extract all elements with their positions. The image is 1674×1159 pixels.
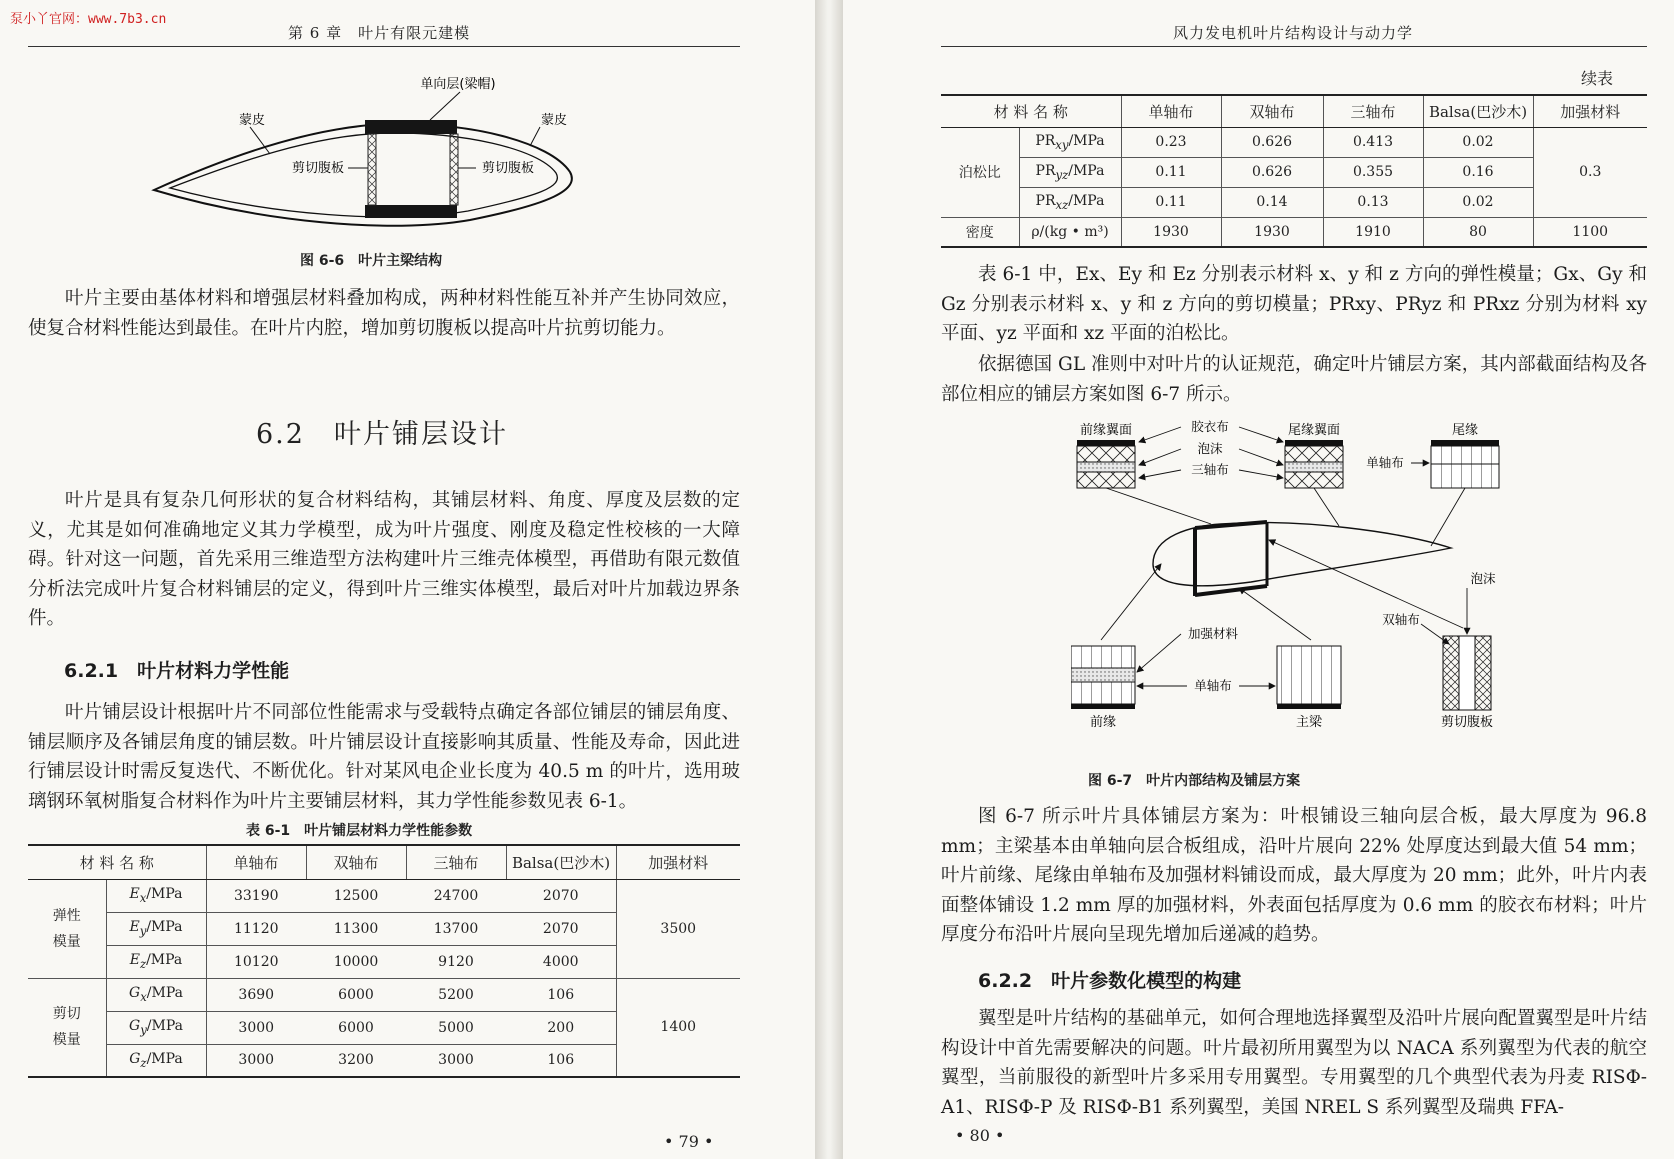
book-gutter: [815, 0, 843, 1159]
paragraph-4: 翼型是叶片结构的基础单元，如何合理地选择翼型及沿叶片展向配置翼型是叶片结构设计中首先需要解决的问题。叶片最初所用翼型为以 NACA 系列翼型为代表的航空翼型，当前服役的新型叶片多采用专用翼型。专用翼型的几个典型代表为丹麦 RISΦ-A1、RISΦ-P 及 RISΦ-B1 系列翼型，美国 NREL S 系列翼型及瑞典 FFA-: [941, 1008, 1647, 1118]
table-cell: 1910: [1323, 217, 1423, 247]
table-cell: 0.626: [1221, 157, 1323, 187]
row-label: $PR_{xz}$/MPa: [1019, 187, 1121, 217]
label-trailing-surface: 尾缘翼面: [1287, 423, 1341, 438]
header-rule: [941, 46, 1647, 47]
table-cell: 11300: [306, 912, 406, 945]
table-cell: 6000: [306, 978, 406, 1011]
table-cell: 2070: [506, 879, 616, 912]
paragraph-1: 表 6-1 中，Ex、Ey 和 Ez 分别表示材料 x、y 和 z 方向的弹性模量；Gx、Gy 和 Gz 分别表示材料 x、y 和 z 方向的剪切模量；PRxy、PRyz 和 PRxz 分别为材料 xy 平面、yz 平面和 xz 平面的泊松比。: [941, 264, 1647, 344]
row-label: $PR_{yz}$/MPa: [1019, 157, 1121, 187]
table-cell: 106: [506, 1044, 616, 1077]
table-cell: 0.23: [1121, 127, 1221, 157]
subsection-title-6-2-1: 6.2.1 叶片材料力学性能: [64, 660, 290, 682]
group-elastic-modulus: 弹性 模量: [28, 879, 106, 978]
label-uniaxial-top: 单轴布: [1366, 455, 1404, 470]
paragraph-1: 叶片主要由基体材料和增强层材料叠加构成，两种材料性能互补并产生协同效应，使复合材料性能达到最佳。在叶片内腔，增加剪切腹板以提高叶片抗剪切能力。: [28, 288, 740, 339]
table-cell: 11120: [206, 912, 306, 945]
layup-shear-web: [1443, 636, 1491, 710]
table-cell: 5200: [406, 978, 506, 1011]
layup-trailing-surface: [1285, 440, 1343, 488]
table-cell: 106: [506, 978, 616, 1011]
reinforce-poisson: 0.3: [1533, 127, 1647, 217]
label-uniaxial-bottom: 单轴布: [1194, 678, 1232, 693]
running-head-left: 第 6 章 叶片有限元建模: [288, 24, 471, 42]
table-cell: 3000: [206, 1044, 306, 1077]
running-head-right: 风力发电机叶片结构设计与动力学: [1173, 24, 1414, 42]
right-page: [843, 0, 1674, 1159]
table-cell: 6000: [306, 1011, 406, 1044]
row-label: $G_x$/MPa: [106, 978, 206, 1011]
label-unidirectional: 单向层(梁帽): [420, 77, 496, 92]
table-row: [941, 127, 1647, 157]
table-cell: 1930: [1221, 217, 1323, 247]
figure-6-6: [140, 72, 620, 252]
table-header-biaxial: 双轴布: [306, 845, 406, 879]
table-cell: 13700: [406, 912, 506, 945]
table-cell: 0.626: [1221, 127, 1323, 157]
label-web-left: 剪切腹板: [291, 161, 345, 176]
figure-6-6-caption: 图 6-6 叶片主梁结构: [300, 253, 443, 269]
table-header-triaxial: 三轴布: [1323, 95, 1423, 127]
row-label: ρ/(kg • m³): [1019, 217, 1121, 247]
label-foam-top: 泡沫: [1197, 441, 1223, 456]
label-shear-web: 剪切腹板: [1440, 715, 1494, 730]
table-cell: 10120: [206, 945, 306, 978]
table-6-1-caption: 表 6-1 叶片铺层材料力学性能参数: [246, 823, 473, 839]
table-header-balsa: Balsa(巴沙木): [1423, 95, 1533, 127]
shear-web-right: [450, 134, 458, 205]
left-page: [0, 0, 815, 1159]
table-header-reinforce: 加强材料: [616, 845, 740, 879]
row-label: $G_y$/MPa: [106, 1011, 206, 1044]
label-trailing-edge: 尾缘: [1451, 423, 1479, 438]
table-header-balsa: Balsa(巴沙木): [506, 845, 616, 879]
spar-cap-top: [365, 120, 457, 134]
label-gel-coat: 胶衣布: [1191, 419, 1229, 434]
table-cell: 0.14: [1221, 187, 1323, 217]
layup-leading-surface: [1077, 440, 1135, 488]
group-density: 密度: [941, 217, 1019, 247]
paragraph-2: 叶片是具有复杂几何形状的复合材料结构，其铺层材料、角度、厚度及层数的定义，尤其是如何准确地定义其力学模型，成为叶片强度、刚度及稳定性校核的一大障碍。针对这一问题，首先采用三维造型方法构建叶片三维壳体模型，再借助有限元数值分析法完成叶片复合材料铺层的定义，得到叶片三维实体模型，最后对叶片加载边界条件。: [28, 490, 740, 629]
label-web-right: 剪切腹板: [481, 161, 535, 176]
row-label: $E_y$/MPa: [106, 912, 206, 945]
table-cell: 5000: [406, 1011, 506, 1044]
table-cell: 0.13: [1323, 187, 1423, 217]
group-shear-modulus: 剪切 模量: [28, 978, 106, 1077]
table-continued-label: 续表: [1581, 69, 1614, 88]
group-poisson-ratio: 泊松比: [941, 127, 1019, 217]
reinforce-shear: 1400: [616, 978, 740, 1077]
row-label: $E_z$/MPa: [106, 945, 206, 978]
label-skin-left: 蒙皮: [238, 113, 266, 128]
airfoil-section: [1153, 522, 1451, 596]
table-row: [941, 217, 1647, 247]
paragraph-3: 叶片铺层设计根据叶片不同部位性能需求与受载特点确定各部位铺层的铺层角度、铺层顺序及各铺层角度的铺层数。叶片铺层设计直接影响其质量、性能及寿命，因此进行铺层设计时需反复迭代、不断优化。针对某风电企业长度为 40.5 m 的叶片，选用玻璃钢环氧树脂复合材料作为叶片主要铺层材料，其力学性能参数见表 6-1。: [28, 702, 740, 812]
table-6-1-continued: [941, 94, 1647, 248]
table-cell: 200: [506, 1011, 616, 1044]
table-header-uniaxial: 单轴布: [1121, 95, 1221, 127]
table-header-triaxial: 三轴布: [406, 845, 506, 879]
table-cell: 12500: [306, 879, 406, 912]
layup-main-beam: [1277, 646, 1341, 709]
table-cell: 0.02: [1423, 187, 1533, 217]
table-cell: 3000: [406, 1044, 506, 1077]
table-cell: 33190: [206, 879, 306, 912]
table-cell: 80: [1423, 217, 1533, 247]
shear-web-left: [368, 134, 376, 205]
figure-6-7: [1071, 418, 1561, 758]
label-main-beam: 主梁: [1295, 715, 1323, 730]
table-cell: 0.11: [1121, 187, 1221, 217]
table-cell: 1100: [1533, 217, 1647, 247]
paragraph-2: 依据德国 GL 准则中对叶片的认证规范，确定叶片铺层方案，其内部截面结构及各部位相应的铺层方案如图 6-7 所示。: [941, 354, 1647, 405]
label-reinforce: 加强材料: [1187, 626, 1239, 641]
row-label: $PR_{xy}$/MPa: [1019, 127, 1121, 157]
row-label: $E_x$/MPa: [106, 879, 206, 912]
label-biaxial: 双轴布: [1382, 612, 1420, 627]
header-rule: [28, 46, 740, 47]
page-number-left: • 79 •: [664, 1132, 714, 1151]
table-cell: 9120: [406, 945, 506, 978]
table-cell: 2070: [506, 912, 616, 945]
table-cell: 0.02: [1423, 127, 1533, 157]
table-header-uniaxial: 单轴布: [206, 845, 306, 879]
label-leading-edge: 前缘: [1089, 715, 1117, 730]
label-leading-surface: 前缘翼面: [1079, 423, 1133, 438]
table-cell: 0.16: [1423, 157, 1533, 187]
table-cell: 24700: [406, 879, 506, 912]
label-skin-right: 蒙皮: [540, 113, 568, 128]
table-6-1: [28, 844, 740, 1078]
table-cell: 3000: [206, 1011, 306, 1044]
row-label: $G_z$/MPa: [106, 1044, 206, 1077]
table-cell: 4000: [506, 945, 616, 978]
reinforce-elastic: 3500: [616, 879, 740, 978]
table-cell: 1930: [1121, 217, 1221, 247]
table-header-material: 材 料 名 称: [28, 845, 206, 879]
table-cell: 3200: [306, 1044, 406, 1077]
table-cell: 0.355: [1323, 157, 1423, 187]
table-row: [28, 978, 740, 1011]
subsection-title-6-2-2: 6.2.2 叶片参数化模型的构建: [978, 970, 1242, 992]
table-header-biaxial: 双轴布: [1221, 95, 1323, 127]
layup-trailing-edge: [1431, 440, 1499, 488]
paragraph-3: 图 6-7 所示叶片具体铺层方案为：叶根铺设三轴向层合板，最大厚度为 96.8 mm；主梁基本由单轴向层合板组成，沿叶片展向 22% 处厚度达到最大值 54 mm；叶片前缘、尾缘由单轴布及加强材料铺设而成，最大厚度为 20 mm；此外，叶片内表面整体铺设 1.2 mm 厚的加强材料，外表面包括厚度为 0.6 mm 的胶衣布材料；叶片厚度分布沿叶片展向呈现先增加后递减的趋势。: [941, 806, 1647, 945]
watermark: 泵小丫官网：www.7b3.cn: [10, 12, 167, 27]
spar-cap-bottom: [365, 205, 457, 218]
figure-6-7-caption: 图 6-7 叶片内部结构及铺层方案: [1088, 773, 1301, 789]
table-cell: 10000: [306, 945, 406, 978]
label-triaxial: 三轴布: [1191, 462, 1229, 477]
layup-leading-edge: [1071, 646, 1135, 709]
table-header-material: 材 料 名 称: [941, 95, 1121, 127]
page-number-right: • 80 •: [955, 1126, 1005, 1145]
table-header-reinforce: 加强材料: [1533, 95, 1647, 127]
table-cell: 3690: [206, 978, 306, 1011]
label-foam-right: 泡沫: [1470, 571, 1496, 586]
table-cell: 0.11: [1121, 157, 1221, 187]
table-row: [28, 879, 740, 912]
section-title: 6.2 叶片铺层设计: [256, 419, 508, 450]
table-cell: 0.413: [1323, 127, 1423, 157]
